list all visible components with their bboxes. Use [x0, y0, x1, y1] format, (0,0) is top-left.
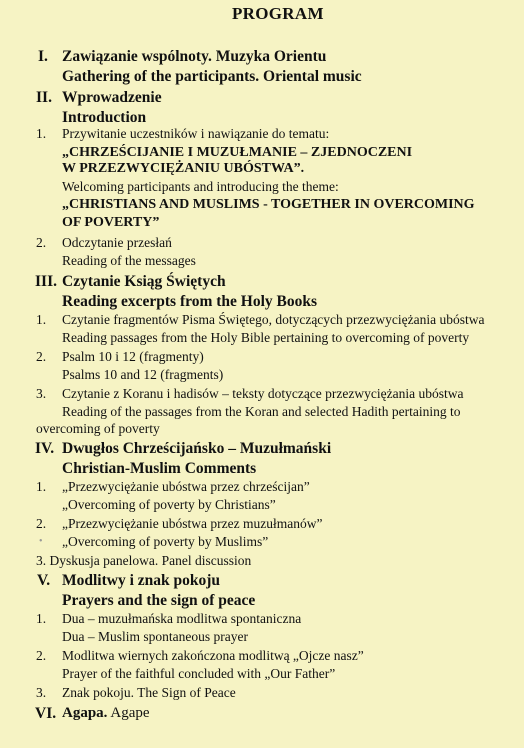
item-text-pl: Psalm 10 i 12 (fragmenty) — [62, 349, 204, 364]
item-text-pl: Przywitanie uczestników i nawiązanie do tematu: — [62, 126, 330, 141]
section-1-heading-pl: Zawiązanie wspólnoty. Muzyka Orientu — [62, 48, 327, 65]
item-text-en: Reading passages from the Holy Bible pertaining to overcoming of poverty — [62, 330, 470, 345]
item-number: 2. — [36, 516, 47, 531]
panel-discussion-item: 3. Dyskusja panelowa. Panel discussion — [36, 553, 252, 568]
section-2-number: II. — [36, 89, 52, 106]
item-text-en: Welcoming participants and introducing the theme: — [62, 179, 339, 194]
theme-en-line-2: OF POVERTY” — [62, 215, 160, 230]
section-6-heading — [62, 705, 150, 722]
item-number: 2. — [36, 235, 47, 250]
item-text-pl: Dua – muzułmańska modlitwa spontaniczna — [62, 611, 302, 626]
item-text-en-line-1: Reading of the passages from the Koran and selected Hadith pertaining to — [62, 404, 461, 419]
section-2-heading-en: Introduction — [62, 109, 147, 126]
item-text-en-line-2: overcoming of poverty — [36, 421, 160, 436]
theme-pl-line-1: „CHRZEŚCIJANIE I MUZUŁMANIE – ZJEDNOCZENI — [62, 145, 413, 160]
item-number: 1. — [36, 479, 47, 494]
item-text-en: Prayer of the faithful concluded with „Our Father” — [62, 666, 336, 681]
section-1-heading-en: Gathering of the participants. Oriental music — [62, 68, 362, 85]
section-2-heading-pl: Wprowadzenie — [62, 89, 162, 106]
item-text-pl: Modlitwa wiernych zakończona modlitwą „Ojcze nasz” — [62, 648, 364, 663]
item-text-en: Reading of the messages — [62, 253, 196, 268]
item-text-en: Dua – Muslim spontaneous prayer — [62, 629, 248, 644]
section-6-heading-pl: Agapa. — [62, 705, 108, 721]
item-number: 2. — [36, 349, 47, 364]
item-text-en: „Overcoming of poverty by Christians” — [62, 497, 276, 512]
item-number: 1. — [36, 611, 47, 626]
bullet-icon: • — [39, 536, 43, 547]
section-4-heading-pl: Dwugłos Chrześcijańsko – Muzułmański — [62, 440, 332, 457]
section-3-number: III. — [35, 273, 57, 290]
section-3-heading-pl: Czytanie Ksiąg Świętych — [62, 273, 226, 290]
item-number: 3. — [36, 386, 47, 401]
section-5-heading-pl: Modlitwy i znak pokoju — [62, 572, 221, 589]
theme-pl-line-2: W PRZEZWYCIĘŻANIU UBÓSTWA”. — [62, 161, 305, 176]
item-text-pl: „Przezwyciężanie ubóstwa przez chrześcijan” — [62, 479, 310, 494]
section-1-number: I. — [38, 48, 48, 65]
item-number: 1. — [36, 312, 47, 327]
item-text-en: „Overcoming of poverty by Muslims” — [62, 534, 269, 549]
section-5-heading-en: Prayers and the sign of peace — [62, 592, 256, 609]
sign-of-peace-item: Znak pokoju. The Sign of Peace — [62, 685, 236, 700]
section-6-number: VI. — [35, 705, 57, 722]
section-3-heading-en: Reading excerpts from the Holy Books — [62, 293, 318, 310]
item-number: 1. — [36, 126, 47, 141]
item-text-pl: Czytanie fragmentów Pisma Świętego, dotyczących przezwyciężania ubóstwa — [62, 312, 485, 327]
item-number: 2. — [36, 648, 47, 663]
item-number: 3. — [36, 685, 47, 700]
section-6-heading-en: Agape — [110, 705, 150, 721]
page-title: PROGRAM — [232, 4, 324, 23]
section-4-heading-en: Christian-Muslim Comments — [62, 460, 257, 477]
section-4-number: IV. — [35, 440, 55, 457]
item-text-pl: Odczytanie przesłań — [62, 235, 172, 250]
item-text-pl: „Przezwyciężanie ubóstwa przez muzułmanów” — [62, 516, 323, 531]
item-text-en: Psalms 10 and 12 (fragments) — [62, 367, 224, 382]
item-text-pl: Czytanie z Koranu i hadisów – teksty dotyczące przezwyciężania ubóstwa — [62, 386, 464, 401]
section-5-number: V. — [37, 572, 51, 589]
theme-en-line-1: „CHRISTIANS AND MUSLIMS - TOGETHER IN OVERCOMING — [62, 197, 475, 212]
